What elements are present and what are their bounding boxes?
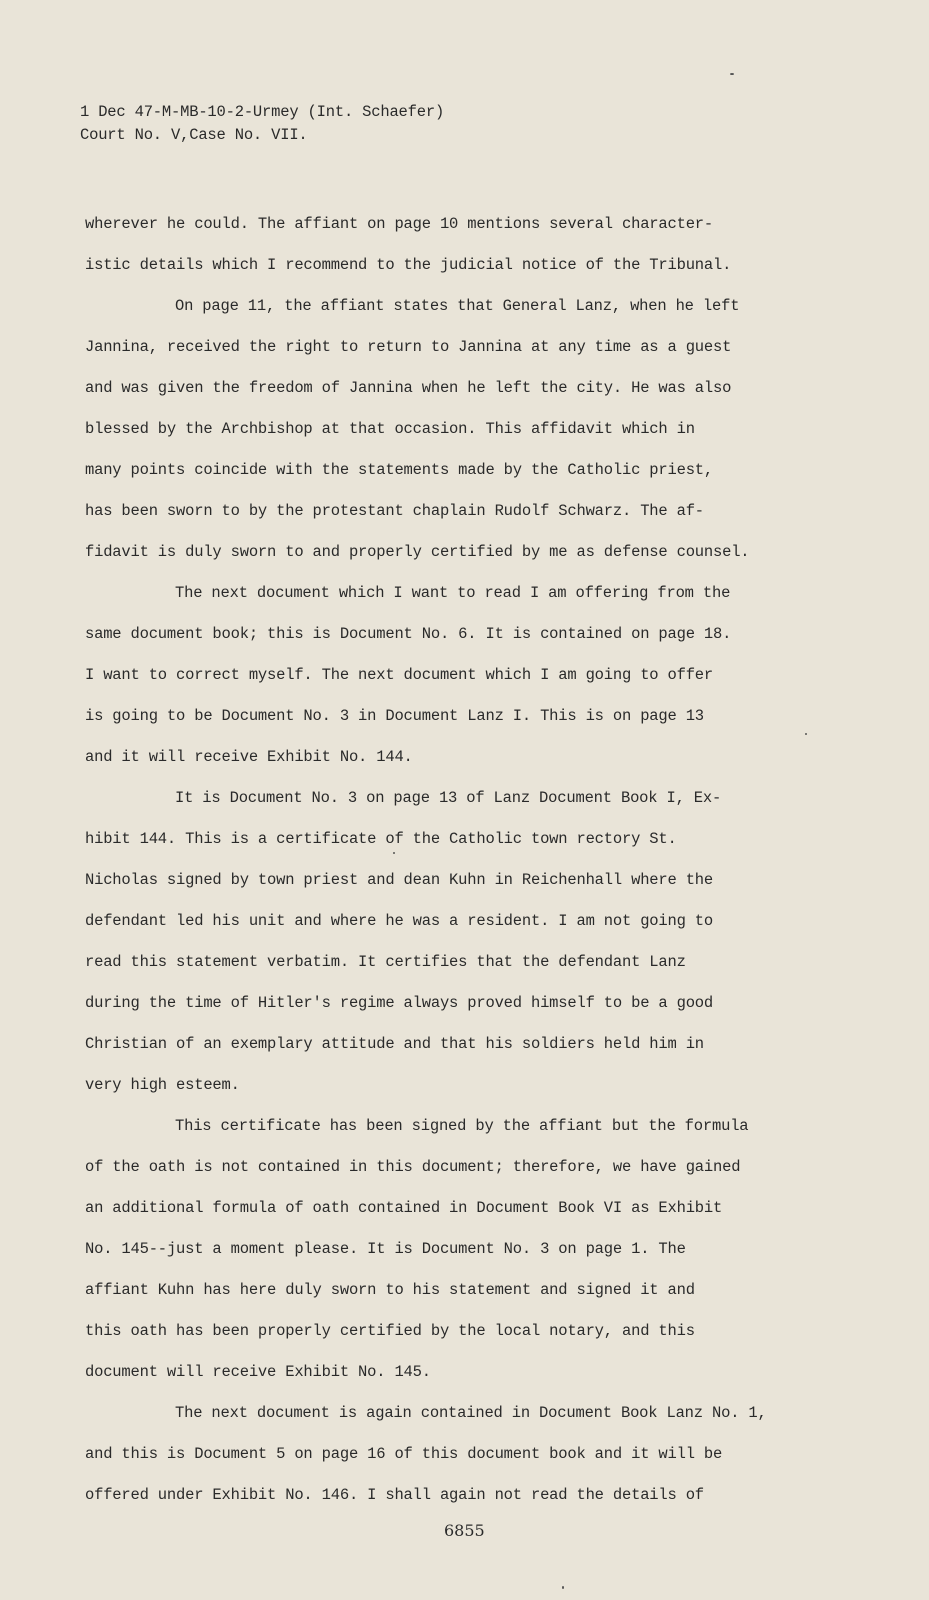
paper-speck: [562, 1586, 564, 1589]
body-line: Jannina, received the right to return to Jannina at any time as a guest: [85, 338, 732, 356]
body-line: fidavit is duly sworn to and properly certified by me as defense counsel.: [85, 543, 750, 561]
body-line: offered under Exhibit No. 146. I shall again not read the details of: [85, 1486, 704, 1504]
body-line: Nicholas signed by town priest and dean Kuhn in Reichenhall where the: [85, 871, 714, 889]
body-line: wherever he could. The affiant on page 10 mentions several character-: [85, 215, 714, 233]
body-line: during the time of Hitler's regime always proved himself to be a good: [85, 994, 714, 1012]
body-line: an additional formula of oath contained in Document Book VI as Exhibit: [85, 1199, 723, 1217]
body-line: this oath has been properly certified by the local notary, and this: [85, 1322, 695, 1340]
body-line: is going to be Document No. 3 in Document Lanz I. This is on page 13: [85, 707, 704, 725]
body-line: has been sworn to by the protestant chaplain Rudolf Schwarz. The af-: [85, 502, 704, 520]
body-line: This certificate has been signed by the affiant but the formula: [175, 1117, 749, 1135]
body-line: blessed by the Archbishop at that occasion. This affidavit which in: [85, 420, 695, 438]
body-line: document will receive Exhibit No. 145.: [85, 1363, 431, 1381]
body-line: hibit 144. This is a certificate of the Catholic town rectory St.: [85, 830, 677, 848]
paper-speck: [805, 733, 807, 735]
body-line: read this statement verbatim. It certifies that the defendant Lanz: [85, 953, 686, 971]
paper-speck: [730, 73, 734, 75]
body-line: The next document is again contained in Document Book Lanz No. 1,: [175, 1404, 767, 1422]
body-line: Christian of an exemplary attitude and that his soldiers held him in: [85, 1035, 704, 1053]
body-line: very high esteem.: [85, 1076, 240, 1094]
body-line: same document book; this is Document No. 6. It is contained on page 18.: [85, 625, 732, 643]
header-line-2: Court No. V,Case No. VII.: [80, 126, 308, 144]
body-line: The next document which I want to read I am offering from the: [175, 584, 731, 602]
body-line: It is Document No. 3 on page 13 of Lanz Document Book I, Ex-: [175, 789, 722, 807]
body-line: and this is Document 5 on page 16 of this document book and it will be: [85, 1445, 723, 1463]
body-line: defendant led his unit and where he was a resident. I am not going to: [85, 912, 714, 930]
body-line: of the oath is not contained in this document; therefore, we have gained: [85, 1158, 741, 1176]
body-line: istic details which I recommend to the judicial notice of the Tribunal.: [85, 256, 732, 274]
document-header: [80, 101, 444, 147]
page-number: 6855: [444, 1521, 485, 1540]
paper-speck: [393, 852, 395, 854]
body-line: and it will receive Exhibit No. 144.: [85, 748, 413, 766]
body-line: On page 11, the affiant states that General Lanz, when he left: [175, 297, 740, 315]
body-line: affiant Kuhn has here duly sworn to his statement and signed it and: [85, 1281, 695, 1299]
body-line: many points coincide with the statements made by the Catholic priest,: [85, 461, 714, 479]
body-line: and was given the freedom of Jannina when he left the city. He was also: [85, 379, 732, 397]
header-line-1: 1 Dec 47-M-MB-10-2-Urmey (Int. Schaefer): [80, 103, 445, 121]
document-body: [85, 204, 885, 1516]
body-line: No. 145--just a moment please. It is Document No. 3 on page 1. The: [85, 1240, 686, 1258]
body-line: I want to correct myself. The next document which I am going to offer: [85, 666, 714, 684]
